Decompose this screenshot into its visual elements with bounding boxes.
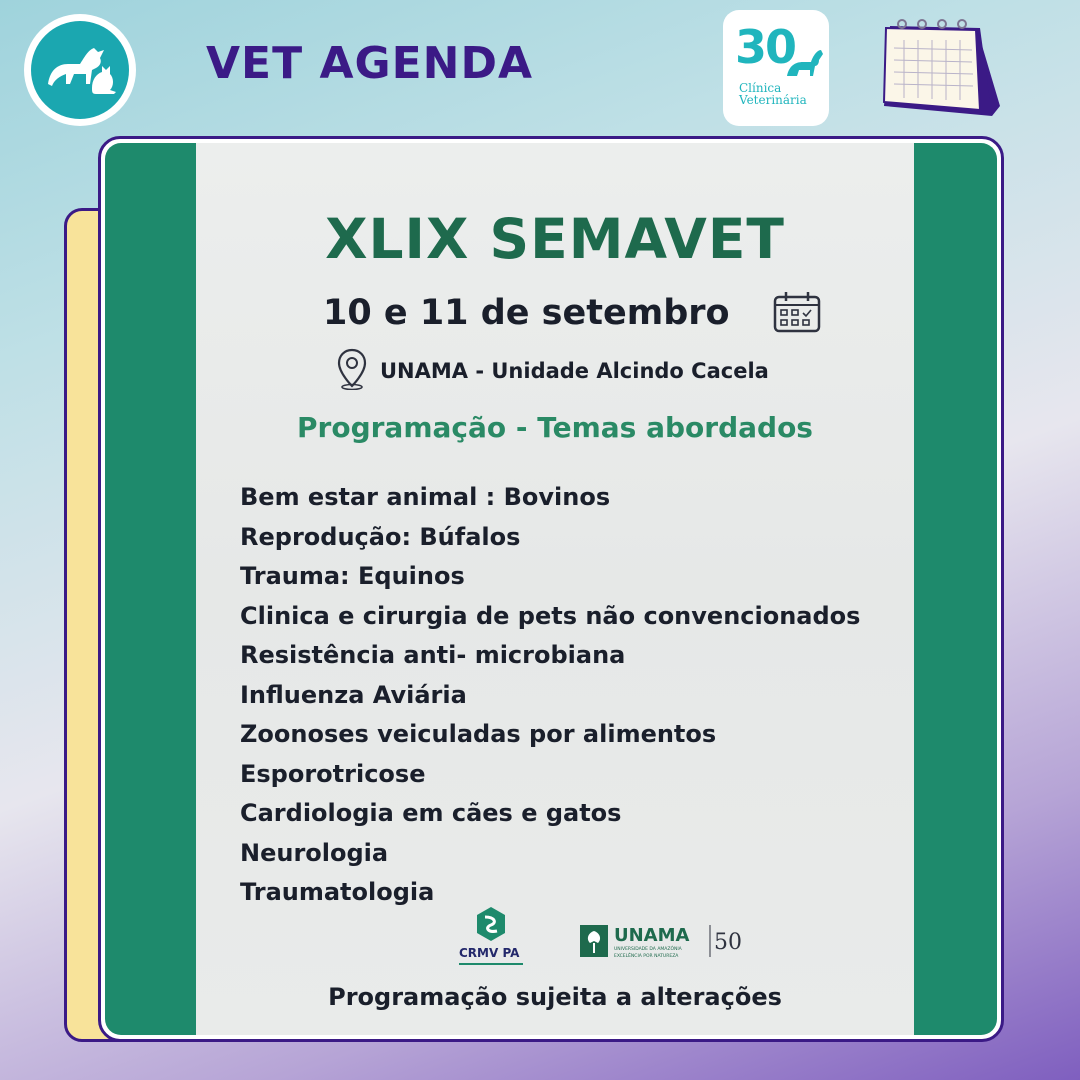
list-item: Trauma: Equinos <box>240 562 465 590</box>
list-item: Traumatologia <box>240 878 435 906</box>
unama-logo-tagline2: EXCELÊNCIA POR NATUREZA <box>614 954 679 959</box>
list-item: Reprodução: Búfalos <box>240 522 521 551</box>
crmv-logo-text: CRMV PA <box>459 946 520 960</box>
disclaimer: Programação sujeita a alterações <box>328 983 782 1011</box>
list-item: Clinica e cirurgia de pets não convencionados <box>240 601 861 630</box>
list-item: Neurologia <box>240 838 389 867</box>
location-pin-icon <box>336 348 368 390</box>
list-item: Esporotricose <box>240 759 426 788</box>
unama-50-years: 50 <box>714 930 742 955</box>
event-location: UNAMA - Unidade Alcindo Cacela <box>380 359 769 383</box>
list-item: Cardiologia em cães e gatos <box>240 799 622 827</box>
poster-content <box>196 143 914 1035</box>
unama-logo <box>578 919 758 963</box>
section-heading: Programação - Temas abordados <box>297 411 813 444</box>
unama-logo-text: UNAMA <box>614 925 690 946</box>
dog-silhouette-icon <box>785 46 825 80</box>
event-date: 10 e 11 de setembro <box>323 293 730 333</box>
event-poster <box>98 136 1004 1042</box>
unama-logo-tagline: UNIVERSIDADE DA AMAZÔNIA <box>614 947 682 952</box>
event-title: XLIX SEMAVET <box>325 207 785 271</box>
clinic-badge-line1: Clínica <box>739 81 782 95</box>
poster-frame <box>105 143 997 1035</box>
app-title: VET AGENDA <box>206 38 534 89</box>
dog-cat-logo-icon <box>24 14 136 126</box>
clinic-badge-number: 30 <box>735 20 796 74</box>
clinic-badge-line2: Veterinária <box>739 93 807 107</box>
calendar-icon <box>880 18 1004 122</box>
crmv-pa-logo <box>451 905 531 971</box>
topics-list <box>240 481 860 916</box>
list-item: Resistência anti- microbiana <box>240 641 626 669</box>
list-item: Influenza Aviária <box>240 680 467 709</box>
clinic-badge-logo <box>723 10 829 126</box>
list-item: Bem estar animal : Bovinos <box>240 483 611 511</box>
list-item: Zoonoses veiculadas por alimentos <box>240 720 717 748</box>
calendar-date-icon <box>772 289 822 335</box>
clinic-badge-subtitle <box>739 82 807 106</box>
